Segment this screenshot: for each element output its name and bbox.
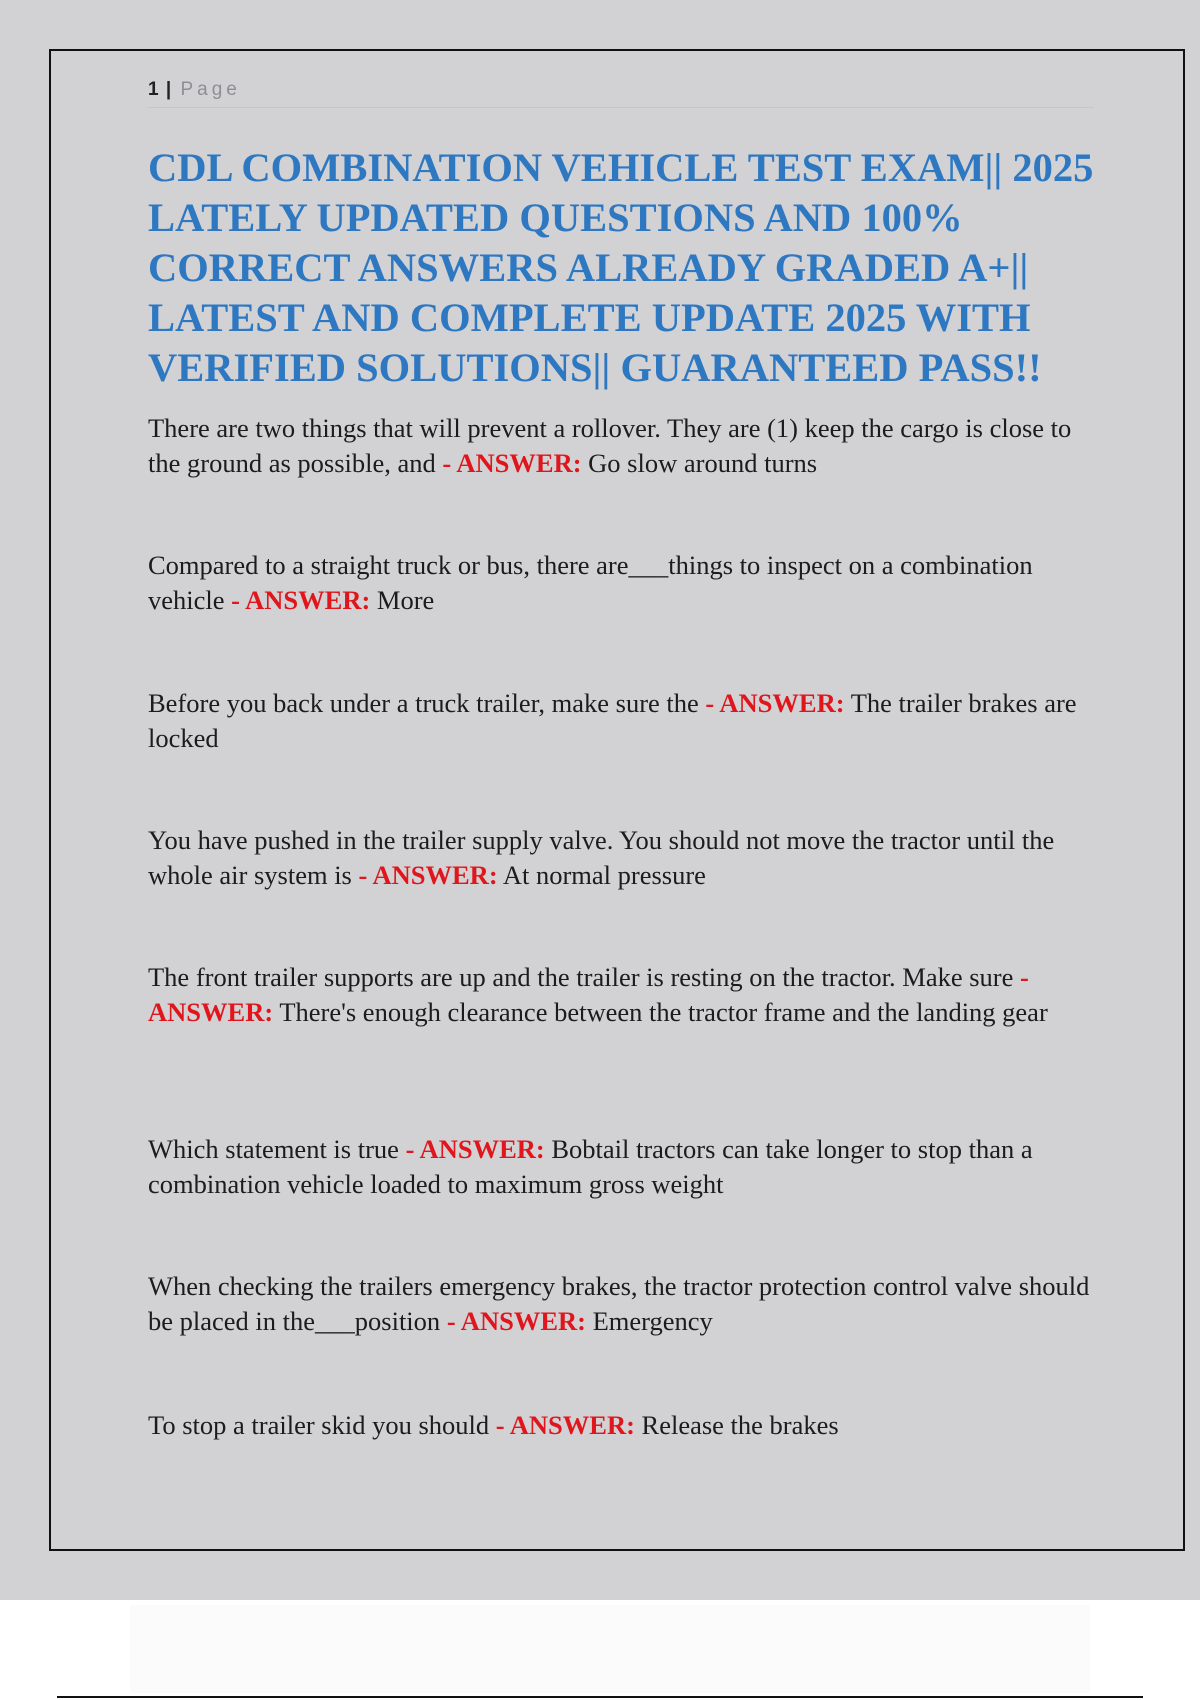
- page-header: [148, 77, 1094, 108]
- page-number: 1: [148, 79, 159, 100]
- page-border: [49, 49, 1185, 1551]
- qa-item: [148, 1132, 1100, 1202]
- next-page-strip: [130, 1605, 1090, 1693]
- qa-item: [148, 686, 1100, 756]
- question-text: The front trailer supports are up and the trailer is resting on the tractor. Make sure: [148, 962, 1014, 992]
- answer-marker: - ANSWER:: [446, 1306, 586, 1336]
- answer-marker: - ANSWER:: [358, 860, 498, 890]
- answer-text: Emergency: [592, 1306, 713, 1336]
- question-text: Compared to a straight truck or bus, there are___things to inspect on a combination vehicle: [148, 550, 1033, 615]
- answer-marker: - ANSWER:: [148, 962, 1029, 1027]
- answer-text: Release the brakes: [641, 1410, 839, 1440]
- qa-item: [148, 1408, 1100, 1443]
- question-text: There are two things that will prevent a rollover. They are (1) keep the cargo is close to the ground as possible, and: [148, 413, 1072, 478]
- answer-text: Bobtail tractors can take longer to stop than a combination vehicle loaded to maximum gross weight: [148, 1134, 1033, 1199]
- qa-item: [148, 1269, 1100, 1339]
- answer-marker: - ANSWER:: [495, 1410, 635, 1440]
- page-divider: [57, 1696, 1143, 1698]
- answer-text: Go slow around turns: [588, 448, 818, 478]
- answer-text: More: [376, 585, 435, 615]
- document-title: CDL COMBINATION VEHICLE TEST EXAM|| 2025 LATELY UPDATED QUESTIONS AND 100% CORRECT ANSWERS ALREADY GRADED A+|| LATEST AND COMPLETE UPDATE 2025 WITH VERIFIED SOLUTIONS|| GUARANTEED PASS!!: [148, 145, 1094, 390]
- answer-text: At normal pressure: [502, 860, 706, 890]
- question-text: Before you back under a truck trailer, make sure the: [148, 688, 699, 718]
- page-separator: |: [165, 79, 172, 100]
- page-label: Page: [180, 79, 241, 100]
- answer-marker: - ANSWER:: [405, 1134, 545, 1164]
- question-text: To stop a trailer skid you should: [148, 1410, 490, 1440]
- qa-item: [148, 411, 1100, 481]
- qa-item: [148, 960, 1100, 1030]
- question-text: Which statement is true: [148, 1134, 399, 1164]
- answer-text: There's enough clearance between the tractor frame and the landing gear: [279, 997, 1048, 1027]
- question-text: You have pushed in the trailer supply valve. You should not move the tractor until the whole air system is: [148, 825, 1055, 890]
- qa-item: [148, 823, 1100, 893]
- answer-marker: - ANSWER:: [231, 585, 371, 615]
- answer-text: The trailer brakes are locked: [148, 688, 1077, 753]
- qa-item: [148, 548, 1100, 618]
- answer-marker: - ANSWER:: [705, 688, 845, 718]
- answer-marker: - ANSWER:: [442, 448, 582, 478]
- question-text: When checking the trailers emergency brakes, the tractor protection control valve should be placed in the___position: [148, 1271, 1090, 1336]
